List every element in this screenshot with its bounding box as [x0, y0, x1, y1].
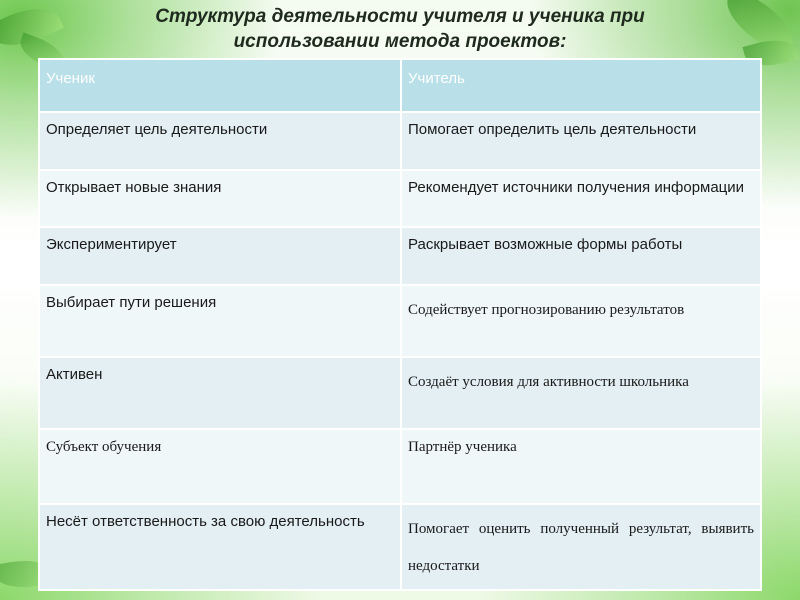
- cell-student: Выбирает пути решения: [39, 285, 401, 357]
- table-row: [39, 357, 761, 429]
- cell-teacher: Создаёт условия для активности школьника: [401, 357, 761, 429]
- table-row: [39, 285, 761, 357]
- cell-teacher: Помогает оценить полученный результат, выявить недостатки: [401, 504, 761, 590]
- table-row: [39, 429, 761, 504]
- cell-teacher: Содействует прогнозированию результатов: [401, 285, 761, 357]
- cell-student: Несёт ответственность за свою деятельность: [39, 504, 401, 590]
- cell-student: Определяет цель деятельности: [39, 112, 401, 170]
- header-student: Ученик: [39, 59, 401, 112]
- cell-student: Открывает новые знания: [39, 170, 401, 227]
- cell-teacher: Помогает определить цель деятельности: [401, 112, 761, 170]
- table-row: [39, 504, 761, 590]
- cell-student: Субъект обучения: [39, 429, 401, 504]
- slide-title-line-1: Структура деятельности учителя и ученика при: [155, 6, 645, 27]
- cell-teacher: Раскрывает возможные формы работы: [401, 227, 761, 285]
- comparison-table: [38, 58, 762, 591]
- cell-teacher: Рекомендует источники получения информации: [401, 170, 761, 227]
- cell-student: Активен: [39, 357, 401, 429]
- slide-title: [0, 4, 800, 54]
- cell-student: Экспериментирует: [39, 227, 401, 285]
- cell-teacher: Партнёр ученика: [401, 429, 761, 504]
- table-row: [39, 170, 761, 227]
- header-teacher: Учитель: [401, 59, 761, 112]
- slide-title-line-2: использовании метода проектов:: [233, 31, 567, 52]
- table-row: [39, 227, 761, 285]
- table-row: [39, 112, 761, 170]
- table-header-row: [39, 59, 761, 112]
